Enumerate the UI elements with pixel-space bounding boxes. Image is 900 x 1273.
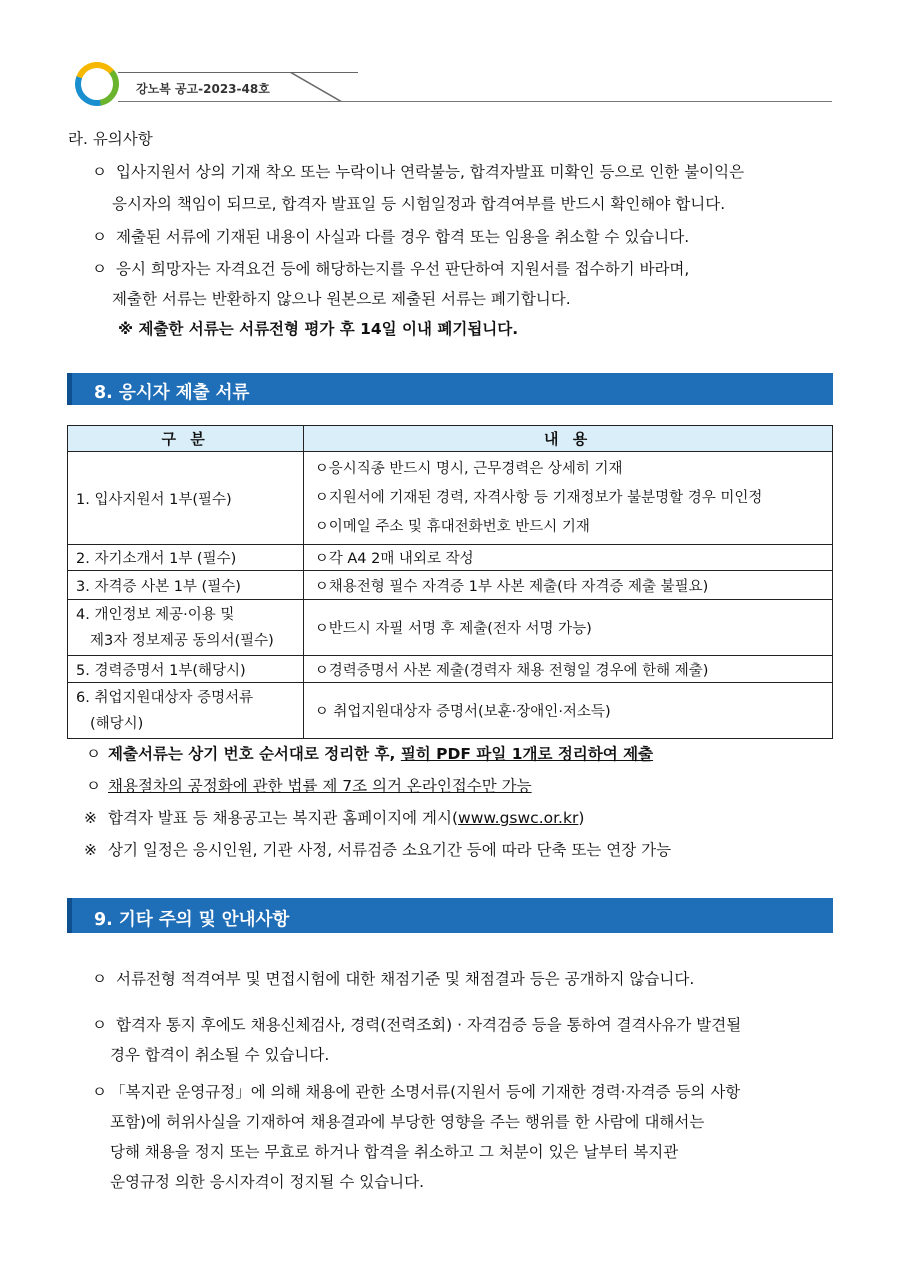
section9-item-3-line-3: 당해 채용을 정지 또는 무효로 하거나 합격을 취소하고 그 처분이 있은 날부터 복지관 (110, 1143, 679, 1161)
notes-title: 라. 유의사항 (68, 130, 153, 148)
row-label: 4. 개인정보 제공·이용 및 제3자 정보제공 동의서(필수) (68, 600, 304, 656)
row-content: ㅇ 취업지원대상자 증명서(보훈·장애인·저소득) (303, 683, 832, 739)
logo-icon (75, 62, 119, 106)
table-row (68, 571, 833, 600)
row-content: ㅇ응시직종 반드시 명시, 근무경력은 상세히 기재 ㅇ지원서에 기재된 경력, 자격사항 등 기재정보가 불분명할 경우 미인정 ㅇ이메일 주소 및 휴대전화번호 반드시 기재 (303, 452, 832, 545)
bullet-icon: ㅇ (86, 777, 101, 795)
table-header-row (68, 426, 833, 452)
row-label: 6. 취업지원대상자 증명서류 (해당시) (68, 683, 304, 739)
section-9-title: 9. 기타 주의 및 안내사항 (94, 910, 290, 930)
section-9-header (67, 898, 833, 933)
table-row (68, 545, 833, 571)
table-row (68, 656, 833, 683)
section9-item-2-line-1: 합격자 통지 후에도 채용신체검사, 경력(전력조회) · 자격검증 등을 통하여 결격사유가 발견될 (116, 1016, 742, 1034)
table-row (68, 452, 833, 545)
website-link[interactable]: www.gswc.or.kr (458, 809, 579, 827)
table-row (68, 600, 833, 656)
table-header-content: 내 용 (303, 426, 832, 452)
notes-item-1-line-2: 응시자의 책임이 되므로, 합격자 발표일 등 시험일정과 합격여부를 반드시 확인해야 합니다. (112, 195, 726, 213)
notes-item-3-line-2: 제출한 서류는 반환하지 않으나 원본으로 제출된 서류는 폐기합니다. (112, 290, 571, 308)
section9-item-3-line-2: 포함)에 허위사실을 기재하여 채용결과에 부당한 영향을 주는 행위를 한 사람에 대해서는 (110, 1113, 705, 1131)
section9-item-1-line-1: 서류전형 적격여부 및 면접시험에 대한 채점기준 및 채점결과 등은 공개하지 않습니다. (116, 970, 695, 988)
header-tab-divider (290, 72, 342, 102)
row-label: 1. 입사지원서 1부(필수) (68, 452, 304, 545)
row-label: 2. 자기소개서 1부 (필수) (68, 545, 304, 571)
pdf-instruction-emphasis: 필히 PDF 파일 1개로 정리하여 제출 (400, 745, 654, 763)
submission-instruction: 제출서류는 상기 번호 순서대로 정리한 후, 필히 PDF 파일 1개로 정리하여 제출 (108, 745, 654, 763)
notes-item-2-line-1: 제출된 서류에 기재된 내용이 사실과 다를 경우 합격 또는 임용을 취소할 수 있습니다. (116, 228, 690, 246)
bullet-icon: ㅇ (92, 970, 107, 988)
bullet-icon: ㅇ (92, 228, 107, 246)
section9-item-3-line-4: 운영규정 의한 응시자격이 정지될 수 있습니다. (110, 1173, 425, 1191)
documents-table (67, 425, 833, 739)
website-notice: 합격자 발표 등 채용공고는 복지관 홈페이지에 게시(www.gswc.or.kr) (108, 809, 585, 827)
header-rule (118, 101, 832, 102)
section9-item-3-line-1: 「복지관 운영규정」에 의해 채용에 관한 소명서류(지원서 등에 기재한 경력·자격증 등의 사항 (110, 1083, 741, 1101)
document-header (70, 58, 832, 108)
remark-icon: ※ (84, 809, 97, 827)
section-8-title: 8. 응시자 제출 서류 (94, 383, 250, 403)
bullet-icon: ㅇ (86, 745, 101, 763)
row-content: ㅇ각 A4 2매 내외로 작성 (303, 545, 832, 571)
bullet-icon: ㅇ (92, 163, 107, 181)
row-label: 3. 자격증 사본 1부 (필수) (68, 571, 304, 600)
schedule-notice: 상기 일정은 응시인원, 기관 사정, 서류검증 소요기간 등에 따라 단축 또는 연장 가능 (108, 841, 672, 859)
row-content: ㅇ채용전형 필수 자격증 1부 사본 제출(타 자격증 제출 불필요) (303, 571, 832, 600)
bullet-icon: ㅇ (92, 260, 107, 278)
notes-remark: ※ 제출한 서류는 서류전형 평가 후 14일 이내 폐기됩니다. (118, 320, 519, 338)
bullet-icon: ㅇ (92, 1016, 107, 1034)
notes-item-3-line-1: 응시 희망자는 자격요건 등에 해당하는지를 우선 판단하여 지원서를 접수하기 바라며, (116, 260, 690, 278)
section9-item-2-line-2: 경우 합격이 취소될 수 있습니다. (110, 1046, 330, 1064)
bullet-icon: ㅇ (92, 1083, 107, 1101)
announcement-code: 강노복 공고-2023-48호 (136, 82, 270, 96)
section-8-header (67, 373, 833, 405)
row-label: 5. 경력증명서 1부(해당시) (68, 656, 304, 683)
notes-item-1-line-1: 입사지원서 상의 기재 착오 또는 누락이나 연락불능, 합격자발표 미확인 등으로 인한 불이익은 (116, 163, 745, 181)
online-only-note: 채용절차의 공정화에 관한 법률 제 7조 의거 온라인접수만 가능 (108, 777, 532, 795)
table-row (68, 683, 833, 739)
remark-icon: ※ (84, 841, 97, 859)
row-content: ㅇ경력증명서 사본 제출(경력자 채용 전형일 경우에 한해 제출) (303, 656, 832, 683)
table-header-category: 구 분 (68, 426, 304, 452)
row-content: ㅇ반드시 자필 서명 후 제출(전자 서명 가능) (303, 600, 832, 656)
